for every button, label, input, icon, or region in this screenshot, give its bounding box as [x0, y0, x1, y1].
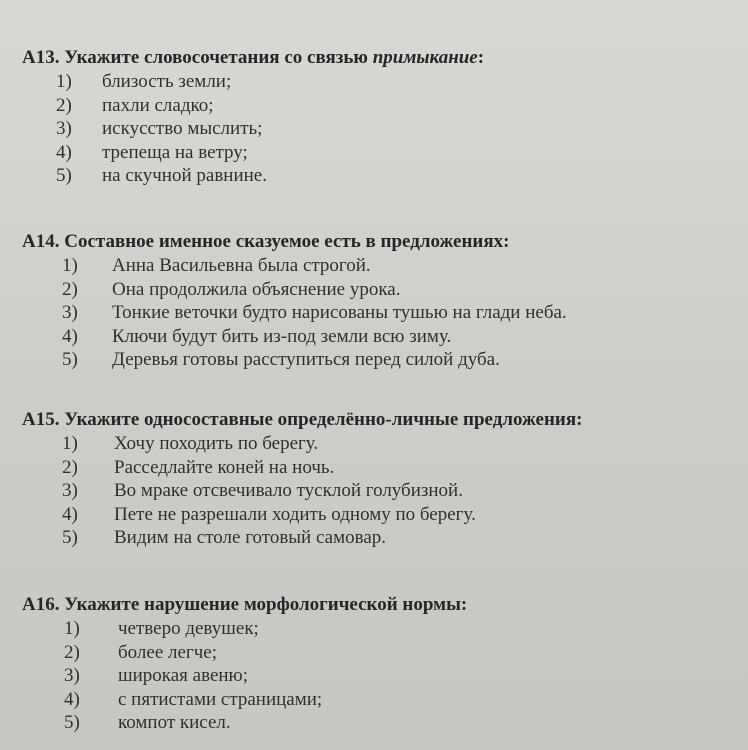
answer-option-4 — [22, 688, 734, 712]
option-text: компот кисел. — [118, 712, 231, 733]
option-number: 3) — [62, 302, 78, 323]
question-a14 — [22, 230, 734, 372]
option-number: 3) — [64, 665, 80, 686]
option-number: 2) — [56, 94, 72, 116]
option-number: 4) — [62, 325, 78, 347]
question-prefix: А13. Укажите словосочетания со связью — [22, 47, 373, 68]
option-number: 1) — [64, 618, 80, 639]
question-a15 — [22, 408, 734, 550]
option-text: Во мраке отсвечивало тусклой голубизной. — [114, 480, 463, 501]
question-heading — [22, 230, 734, 254]
option-number: 1) — [62, 433, 78, 454]
question-heading — [22, 408, 734, 432]
answer-option-1 — [22, 617, 734, 641]
question-prefix: А15. Укажите односоставные определённо-личные предложения: — [22, 409, 583, 430]
option-number: 3) — [62, 480, 78, 501]
answer-option-1 — [22, 432, 734, 456]
answer-option-4 — [22, 141, 734, 165]
option-text: Ключи будут бить из-под земли всю зиму. — [112, 325, 452, 347]
option-number: 1) — [56, 71, 72, 92]
option-number: 2) — [62, 278, 78, 300]
answer-option-3 — [22, 664, 734, 688]
option-text: Она продолжила объяснение урока. — [112, 278, 401, 300]
answer-option-1 — [22, 70, 734, 94]
answer-option-3 — [22, 117, 734, 141]
answer-option-2 — [22, 94, 734, 118]
question-prefix: А14. Составное именное сказуемое есть в предложениях: — [22, 231, 510, 252]
option-text: близость земли; — [102, 71, 232, 92]
option-text: пахли сладко; — [102, 94, 214, 116]
answer-option-2 — [22, 641, 734, 665]
question-heading — [22, 46, 734, 70]
option-text: трепеща на ветру; — [102, 141, 248, 163]
option-text: с пятистами страницами; — [118, 688, 323, 710]
answer-option-5 — [22, 526, 734, 550]
option-text: на скучной равнине. — [102, 165, 267, 186]
question-a16 — [22, 593, 734, 735]
option-text: Деревья готовы расступиться перед силой дуба. — [112, 349, 500, 370]
option-text: искусство мыслить; — [102, 118, 263, 139]
question-a13 — [22, 46, 734, 188]
option-text: четверо девушек; — [118, 618, 259, 639]
option-number: 3) — [56, 118, 72, 139]
option-number: 5) — [62, 349, 78, 370]
question-prefix: А16. Укажите нарушение морфологической нормы: — [22, 594, 468, 615]
question-suffix: : — [477, 47, 485, 68]
question-emphasis: примыкание — [372, 47, 478, 68]
option-number: 5) — [64, 712, 80, 733]
answer-option-3 — [22, 479, 734, 503]
answer-option-4 — [22, 325, 734, 349]
option-text: Тонкие веточки будто нарисованы тушью на глади неба. — [112, 302, 567, 323]
option-number: 4) — [56, 141, 72, 163]
answer-option-4 — [22, 503, 734, 527]
option-number: 5) — [62, 527, 78, 548]
answer-option-2 — [22, 456, 734, 480]
option-text: широкая авеню; — [118, 665, 249, 686]
question-heading — [22, 593, 734, 617]
answer-option-5 — [22, 164, 734, 188]
option-number: 1) — [62, 255, 78, 276]
answer-option-5 — [22, 348, 734, 372]
option-number: 5) — [56, 165, 72, 186]
answer-option-3 — [22, 301, 734, 325]
answer-option-5 — [22, 711, 734, 735]
answer-option-1 — [22, 254, 734, 278]
option-text: Анна Васильевна была строгой. — [112, 255, 371, 276]
option-number: 4) — [62, 503, 78, 525]
option-number: 2) — [62, 456, 78, 478]
answer-option-2 — [22, 278, 734, 302]
option-text: более легче; — [118, 641, 217, 663]
option-number: 4) — [64, 688, 80, 710]
option-text: Видим на столе готовый самовар. — [114, 527, 387, 548]
option-text: Хочу походить по берегу. — [114, 433, 319, 454]
option-text: Пете не разрешали ходить одному по берегу. — [114, 503, 476, 525]
option-text: Расседлайте коней на ночь. — [114, 456, 335, 478]
option-number: 2) — [64, 641, 80, 663]
